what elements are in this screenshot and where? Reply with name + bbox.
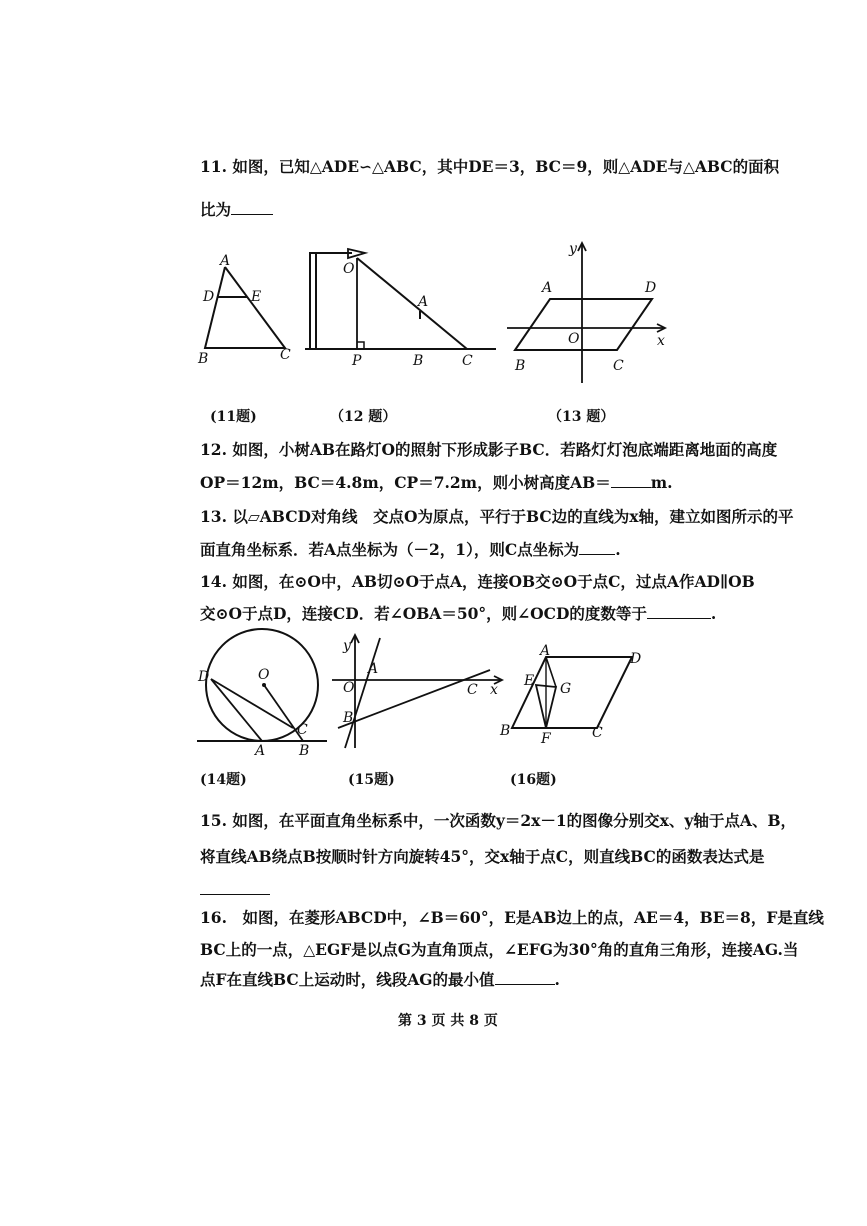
- page-footer: 第 3 页 共 8 页: [398, 1013, 498, 1029]
- fig16-label-G: G: [560, 681, 572, 697]
- q13-line2: [200, 538, 621, 560]
- fig11-label-B: B: [198, 351, 209, 367]
- fig15-caption: (15题): [348, 772, 395, 788]
- fig13-label-x: x: [657, 333, 665, 349]
- q16-end: .: [554, 970, 560, 989]
- fig14-caption: (14题): [200, 772, 247, 788]
- fig13-caption: （13 题）: [548, 409, 615, 425]
- q16-line3-text: 点F在直线BC上运动时，线段AG的最小值: [200, 970, 495, 989]
- fig16-label-A: A: [540, 643, 551, 659]
- q16-line3: [200, 968, 560, 990]
- q13-line2-text: 面直角坐标系．若A点坐标为（－2，1），则C点坐标为: [200, 540, 580, 559]
- fig14-label-B: B: [299, 743, 310, 759]
- q11-line2-text: 比为: [200, 200, 232, 219]
- fig11-label-E: E: [251, 289, 262, 305]
- fig15-label-B: B: [343, 710, 354, 726]
- fig13-label-O: O: [568, 331, 580, 347]
- q13-end: .: [615, 540, 621, 559]
- figure-16: [500, 645, 650, 745]
- fig12-lamp-post: [310, 253, 316, 349]
- figure-12: [300, 245, 500, 375]
- fig16-label-D: D: [630, 651, 642, 667]
- q14-end: .: [710, 604, 717, 623]
- fig14-segment-DA: [211, 679, 262, 741]
- fig13-parallelogram: [515, 299, 652, 350]
- figure-11: [195, 255, 305, 375]
- fig14-center-dot: [262, 683, 266, 687]
- q15-line2: 将直线AB绕点B按顺时针方向旋转45°，交x轴于点C，则直线BC的函数表达式是: [200, 847, 765, 866]
- q14-line2: [200, 602, 716, 624]
- figure-13: [505, 238, 680, 388]
- fig12-label-O: O: [343, 261, 355, 277]
- fig11-label-A: A: [220, 253, 231, 269]
- fig16-segment-AG: [546, 657, 556, 687]
- q13-line1: 13. 以▱ABCD对角线 交点O为原点，平行于BC边的直线为x轴，建立如图所示的平: [200, 507, 794, 526]
- fig16-label-F: F: [541, 731, 551, 747]
- q14-line2-text: 交⊙O于点D，连接CD．若∠OBA＝50°，则∠OCD的度数等于: [200, 604, 647, 623]
- fig13-label-C: C: [613, 358, 624, 374]
- fig12-label-P: P: [352, 353, 362, 369]
- fig16-label-C: C: [592, 725, 603, 741]
- fig13-label-y: y: [569, 241, 577, 257]
- fig11-triangle: [205, 267, 285, 348]
- q13-answer-blank: [579, 540, 615, 555]
- q11-line2: [200, 198, 273, 220]
- q12-line1: 12. 如图，小树AB在路灯O的照射下形成影子BC．若路灯灯泡底端距离地面的高度: [200, 440, 778, 459]
- q14-answer-blank: [647, 604, 711, 619]
- fig13-label-D: D: [645, 280, 657, 296]
- q14-line1: 14. 如图，在⊙O中，AB切⊙O于点A，连接OB交⊙O于点C，过点A作AD∥OB: [200, 572, 755, 591]
- fig12-label-A: A: [418, 294, 429, 310]
- fig14-label-C: C: [297, 722, 308, 738]
- q11-answer-blank: [231, 200, 273, 215]
- fig16-label-E: E: [524, 673, 535, 689]
- fig14-label-O: O: [258, 667, 270, 683]
- fig14-label-A: A: [255, 743, 266, 759]
- fig14-segment-DC: [211, 679, 293, 728]
- fig16-rhombus: [512, 657, 632, 728]
- fig12-light-ray: [357, 258, 467, 349]
- figure-15: [330, 630, 510, 755]
- fig12-label-B: B: [413, 353, 424, 369]
- fig15-label-O: O: [343, 680, 355, 696]
- q12-line2: [200, 471, 673, 493]
- q12-answer-blank: [611, 473, 651, 488]
- fig12-right-angle: [357, 342, 364, 349]
- fig12-label-C: C: [462, 353, 473, 369]
- fig15-label-y: y: [343, 638, 351, 654]
- fig11-label-D: D: [203, 289, 215, 305]
- fig13-label-A: A: [542, 280, 553, 296]
- fig13-label-B: B: [515, 358, 526, 374]
- fig11-label-C: C: [280, 347, 291, 363]
- q12-unit: m.: [650, 473, 673, 492]
- fig15-label-C: C: [467, 682, 478, 698]
- fig11-caption: (11题): [210, 409, 257, 425]
- fig15-label-x: x: [490, 682, 498, 698]
- q11-line1: 11. 如图，已知△ADE∽△ABC，其中DE＝3，BC＝9，则△ADE与△ABC的面积: [200, 157, 780, 176]
- q15-answer-blank: [200, 880, 270, 895]
- q16-line2: BC上的一点，△EGF是以点G为直角顶点，∠EFG为30°角的直角三角形，连接AG.当: [200, 940, 799, 959]
- fig16-label-B: B: [500, 723, 511, 739]
- fig14-label-D: D: [198, 669, 210, 685]
- fig16-caption: (16题): [510, 772, 557, 788]
- q16-answer-blank: [495, 970, 555, 985]
- figure-14: [195, 625, 330, 760]
- q16-line1: 16. 如图，在菱形ABCD中，∠B＝60°，E是AB边上的点，AE＝4，BE＝8，F是直线: [200, 908, 824, 927]
- q15-line1: 15. 如图，在平面直角坐标系中，一次函数y＝2x－1的图像分别交x、y轴于点A、B，: [200, 811, 797, 830]
- q12-line2-text: OP＝12m，BC＝4.8m，CP＝7.2m，则小树高度AB＝: [200, 473, 611, 492]
- fig15-label-A: A: [368, 661, 379, 677]
- fig12-caption: （12 题）: [330, 409, 397, 425]
